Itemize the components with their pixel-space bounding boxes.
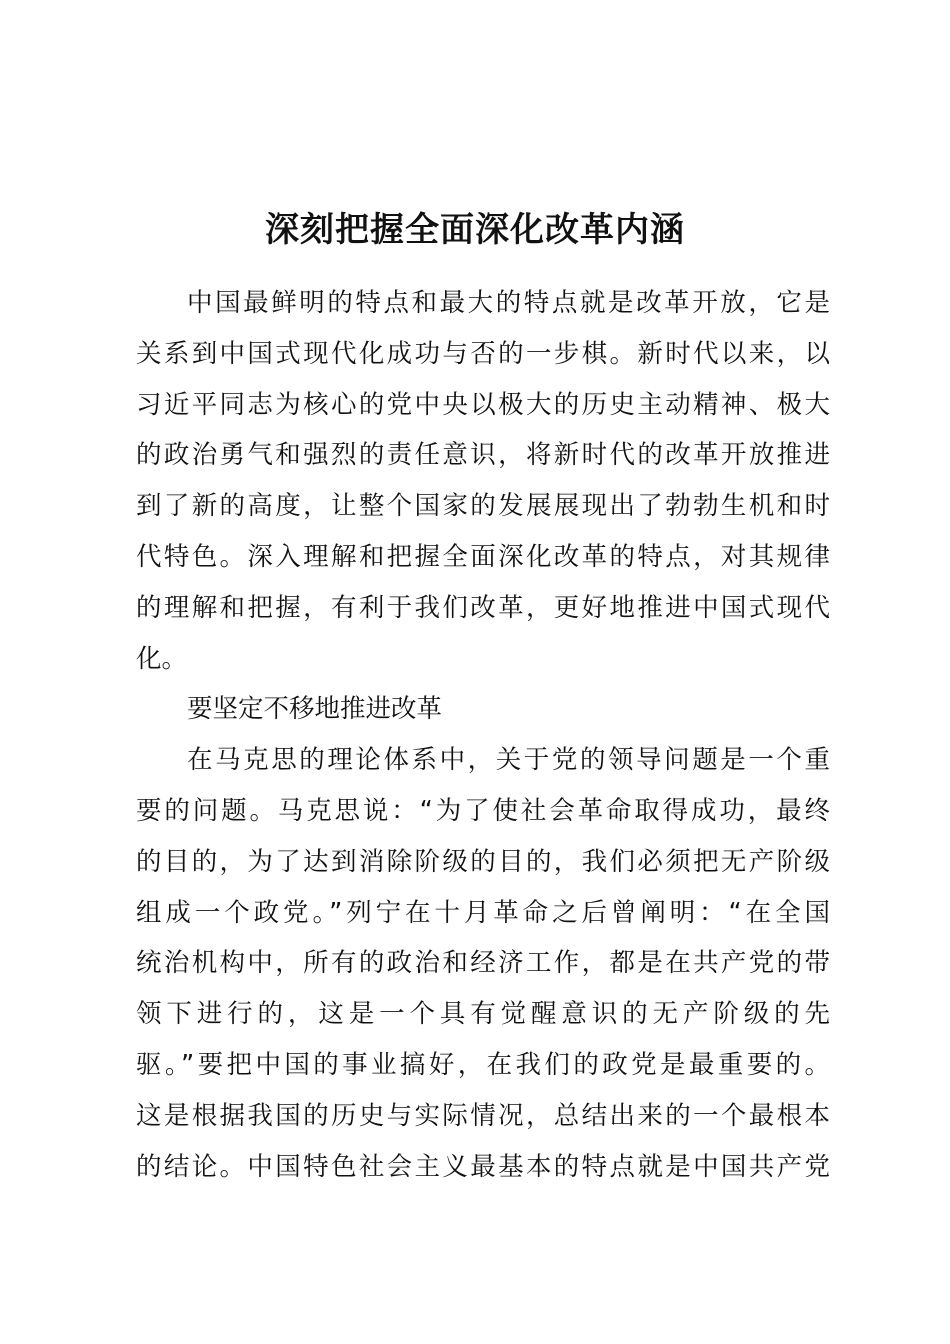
text-line: 到了新的高度，让整个国家的发展展现出了勃勃生机和时 <box>136 491 830 522</box>
document-body <box>136 278 830 1192</box>
text-line: 化。 <box>136 643 188 674</box>
text-line: 的目的，为了达到消除阶级的目的，我们必须把无产阶级 <box>136 846 830 877</box>
text-line: 在马克思的理论体系中，关于党的领导问题是一个重 <box>187 745 830 776</box>
text-line: 领下进行的，这是一个具有觉醒意识的无产阶级的先 <box>136 999 830 1030</box>
text-line: 的政治勇气和强烈的责任意识，将新时代的改革开放推进 <box>136 440 830 471</box>
text-line: 中国最鲜明的特点和最大的特点就是改革开放，它是 <box>187 288 830 318</box>
section-heading: 要坚定不移地推进改革 <box>187 694 443 725</box>
text-line: 关系到中国式现代化成功与否的一步棋。新时代以来，以 <box>136 338 830 369</box>
text-line: 习近平同志为核心的党中央以极大的历史主动精神、极大 <box>136 389 830 420</box>
document-title: 深刻把握全面深化改革内涵 <box>265 210 685 250</box>
text-line: 要的问题。马克思说：“为了使社会革命取得成功，最终 <box>136 795 830 826</box>
text-line: 的理解和把握，有利于我们改革，更好地推进中国式现代 <box>136 592 830 623</box>
text-line: 这是根据我国的历史与实际情况，总结出来的一个最根本 <box>136 1100 830 1131</box>
text-line: 的结论。中国特色社会主义最基本的特点就是中国共产党 <box>136 1151 830 1182</box>
text-line: 统治机构中，所有的政治和经济工作，都是在共产党的带 <box>136 948 830 979</box>
text-line: 驱。”要把中国的事业搞好，在我们的政党是最重要的。 <box>136 1049 830 1080</box>
text-line: 组成一个政党。”列宁在十月革命之后曾阐明：“在全国 <box>136 897 830 928</box>
text-line: 代特色。深入理解和把握全面深化改革的特点，对其规律 <box>136 541 830 572</box>
